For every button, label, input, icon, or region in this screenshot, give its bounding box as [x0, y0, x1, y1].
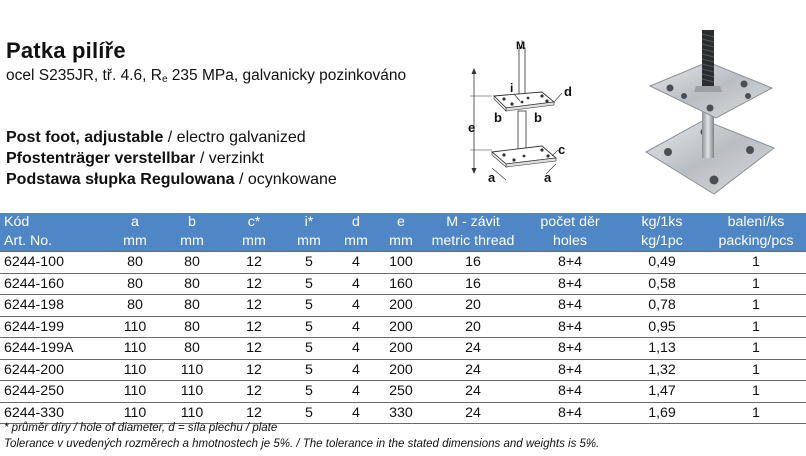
footnote-tolerance: Tolerance v uvedených rozměrech a hmotnostech je 5%. / The tolerance in the stated dimensions and weights is 5%. [4, 438, 600, 450]
material-spec: ocel S235JR, tř. 4.6, $R_e$ 235 MPa, galvanicky pozinkováno [6, 67, 407, 85]
table-cell: 24 [424, 338, 522, 360]
label-e: e [468, 120, 476, 135]
table-cell: 110 [110, 338, 160, 360]
table-cell: 5 [284, 273, 334, 295]
table-row [0, 252, 806, 274]
lang-line-de: Pfostenträger verstellbar / verzinkt [6, 150, 264, 167]
table-cell: 160 [378, 273, 424, 295]
table-cell: 8+4 [522, 252, 618, 274]
table-cell: 4 [334, 402, 378, 424]
label-b2: b [534, 110, 542, 125]
cell-code: 6244-199A [0, 338, 110, 360]
cell-code: 6244-330 [0, 402, 110, 424]
label-b: b [494, 110, 502, 125]
cell-code: 6244-199 [0, 316, 110, 338]
table-cell: 1 [706, 252, 806, 274]
table-cell: 330 [378, 402, 424, 424]
col-header: balení/ks [727, 214, 785, 230]
table-cell: 110 [160, 359, 224, 381]
label-m: M [516, 40, 526, 52]
table-cell: 20 [424, 316, 522, 338]
col-header: počet děr [540, 214, 600, 230]
col-subheader: mm [242, 233, 266, 249]
table-cell: 5 [284, 338, 334, 360]
col-header: a [131, 214, 139, 230]
col-header: M - závit [446, 214, 500, 230]
table-row [0, 295, 806, 317]
table-cell: 0,49 [618, 252, 706, 274]
table-cell: 12 [224, 359, 284, 381]
table-cell: 12 [224, 381, 284, 403]
table-cell: 4 [334, 316, 378, 338]
table-cell: 4 [334, 295, 378, 317]
table-cell: 8+4 [522, 402, 618, 424]
table-cell: 200 [378, 316, 424, 338]
table-cell: 24 [424, 359, 522, 381]
spec-table [0, 213, 806, 424]
col-header: d [352, 214, 360, 230]
table-cell: 16 [424, 273, 522, 295]
table-cell: 12 [224, 316, 284, 338]
page-title: Patka pilíře [6, 38, 126, 63]
table-cell: 12 [224, 338, 284, 360]
table-cell: 5 [284, 252, 334, 274]
table-cell: 80 [160, 273, 224, 295]
table-cell: 110 [110, 402, 160, 424]
label-a-right: a [544, 170, 552, 185]
label-i: i [510, 81, 514, 95]
table-cell: 80 [110, 273, 160, 295]
table-cell: 5 [284, 316, 334, 338]
col-header: kg/1ks [641, 214, 683, 230]
col-header: i* [304, 214, 314, 230]
col-subheader: Art. No. [4, 233, 53, 249]
table-cell: 5 [284, 402, 334, 424]
cell-code: 6244-160 [0, 273, 110, 295]
label-c: c [558, 142, 566, 157]
table-cell: 110 [110, 359, 160, 381]
table-cell: 8+4 [522, 273, 618, 295]
table-cell: 1 [706, 316, 806, 338]
table-cell: 110 [110, 316, 160, 338]
col-subheader: metric thread [431, 233, 515, 249]
table-cell: 250 [378, 381, 424, 403]
col-subheader: holes [553, 233, 587, 249]
table-cell: 1,47 [618, 381, 706, 403]
table-cell: 1 [706, 359, 806, 381]
col-header: Kód [4, 214, 30, 230]
col-header: e [397, 214, 405, 230]
cell-code: 6244-100 [0, 252, 110, 274]
table-cell: 12 [224, 402, 284, 424]
table-cell: 1 [706, 402, 806, 424]
col-subheader: kg/1pc [641, 233, 683, 249]
col-subheader: packing/pcs [718, 233, 794, 249]
table-cell: 80 [110, 252, 160, 274]
table-header-row-1 [0, 213, 806, 232]
table-cell: 200 [378, 295, 424, 317]
table-cell: 1,69 [618, 402, 706, 424]
col-header: b [188, 214, 196, 230]
table-cell: 1 [706, 381, 806, 403]
table-row [0, 316, 806, 338]
table-cell: 80 [160, 338, 224, 360]
table-cell: 4 [334, 252, 378, 274]
table-cell: 110 [110, 381, 160, 403]
table-cell: 200 [378, 338, 424, 360]
table-row [0, 402, 806, 424]
table-cell: 110 [160, 402, 224, 424]
table-cell: 5 [284, 359, 334, 381]
table-cell: 4 [334, 338, 378, 360]
lang-line-pl: Podstawa słupka Regulowana / ocynkowane [6, 171, 337, 188]
table-header-row-2 [0, 232, 806, 252]
technical-drawing [462, 36, 582, 186]
table-cell: 8+4 [522, 338, 618, 360]
table-cell: 24 [424, 402, 522, 424]
table-cell: 8+4 [522, 381, 618, 403]
table-cell: 110 [160, 381, 224, 403]
lang-line-en: Post foot, adjustable / electro galvanized [6, 129, 306, 146]
table-cell: 1,32 [618, 359, 706, 381]
table-cell: 1 [706, 295, 806, 317]
label-d: d [564, 84, 572, 99]
table-cell: 20 [424, 295, 522, 317]
col-subheader: mm [123, 233, 147, 249]
table-cell: 80 [160, 295, 224, 317]
col-subheader: mm [389, 233, 413, 249]
table-cell: 1 [706, 338, 806, 360]
table-cell: 12 [224, 273, 284, 295]
table-cell: 1 [706, 273, 806, 295]
table-cell: 8+4 [522, 295, 618, 317]
table-cell: 80 [110, 295, 160, 317]
table-cell: 1,13 [618, 338, 706, 360]
table-row [0, 381, 806, 403]
table-cell: 12 [224, 295, 284, 317]
table-row [0, 273, 806, 295]
table-cell: 4 [334, 381, 378, 403]
table-cell: 0,78 [618, 295, 706, 317]
col-subheader: mm [344, 233, 368, 249]
table-cell: 8+4 [522, 359, 618, 381]
col-subheader: mm [297, 233, 321, 249]
cell-code: 6244-200 [0, 359, 110, 381]
table-cell: 16 [424, 252, 522, 274]
table-row [0, 359, 806, 381]
table-cell: 4 [334, 359, 378, 381]
table-cell: 0,95 [618, 316, 706, 338]
table-cell: 5 [284, 381, 334, 403]
cell-code: 6244-250 [0, 381, 110, 403]
table-row [0, 338, 806, 360]
label-a-left: a [488, 170, 496, 185]
table-cell: 200 [378, 359, 424, 381]
table-cell: 80 [160, 316, 224, 338]
table-cell: 100 [378, 252, 424, 274]
table-cell: 0,58 [618, 273, 706, 295]
product-photo [640, 28, 780, 200]
table-cell: 80 [160, 252, 224, 274]
col-subheader: mm [180, 233, 204, 249]
table-cell: 24 [424, 381, 522, 403]
table-cell: 12 [224, 252, 284, 274]
table-cell: 4 [334, 273, 378, 295]
table-cell: 5 [284, 295, 334, 317]
footnote-diameter: * průměr díry / hole of diameter, d = síla plechu / plate [4, 422, 278, 434]
table-cell: 8+4 [522, 316, 618, 338]
cell-code: 6244-198 [0, 295, 110, 317]
col-header: c* [247, 214, 261, 230]
